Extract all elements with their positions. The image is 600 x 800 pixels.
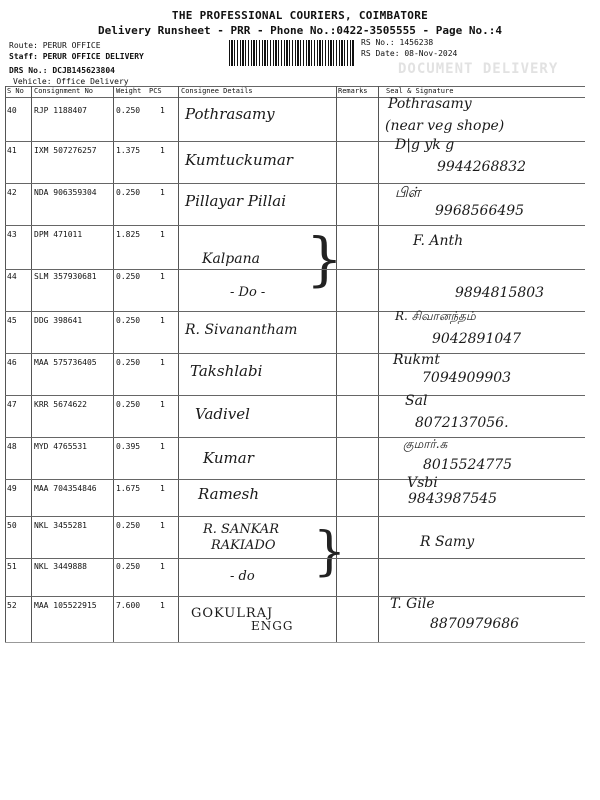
row-signature: பிள் (395, 185, 421, 201)
row-consignment-no: MYD 4765531 (34, 442, 87, 451)
row-pcs: 1 (160, 358, 165, 367)
header-bottom-border (5, 97, 585, 98)
row-phone: 9944268832 (437, 159, 527, 175)
row-consignee-name: Kumar (203, 449, 254, 467)
row-phone: 8015524775 (423, 457, 513, 473)
table-row (5, 269, 585, 311)
column-header-seal-signature: Seal & Signature (386, 87, 454, 95)
row-phone: 9042891047 (432, 331, 522, 347)
row-consignment-no: MAA 105522915 (34, 601, 97, 610)
row-weight: 0.250 (116, 316, 141, 325)
row-signature: குமார்.க (403, 437, 448, 451)
row-phone: 8870979686 (430, 616, 520, 632)
row-pcs: 1 (160, 188, 165, 197)
row-signature: F. Anth (413, 233, 464, 249)
row-signature: R. சிவானந்தம் (395, 309, 476, 323)
drs-number: DRS No.: DCJB145623804 (9, 66, 115, 75)
table-row (5, 352, 585, 395)
table-row (5, 185, 585, 225)
company-title: THE PROFESSIONAL COURIERS, COIMBATORE (171, 9, 429, 22)
row-divider (5, 395, 585, 396)
row-pcs: 1 (160, 106, 165, 115)
row-signature: D|g yk g (395, 137, 455, 153)
row-signature: Rukmt (393, 352, 440, 368)
row-pcs: 1 (160, 601, 165, 610)
row-consignee-name: R. SANKAR (203, 522, 280, 537)
row-divider (5, 437, 585, 438)
row-pcs: 1 (160, 562, 165, 571)
row-consignee-name: Pothrasamy (185, 105, 275, 123)
table-row (5, 96, 585, 143)
row-pcs: 1 (160, 442, 165, 451)
row-divider (5, 479, 585, 480)
row-consignee-name: R. Sivanantham (185, 322, 298, 338)
row-consignee-name-line2: RAKIADO (211, 538, 276, 553)
column-header-consignee: Consignee Details (181, 87, 253, 95)
row-consignment-no: NKL 3449888 (34, 562, 87, 571)
row-sno: 47 (7, 400, 17, 409)
table-row (5, 393, 585, 437)
row-signature: T. Gile (390, 596, 435, 612)
row-sno: 40 (7, 106, 17, 115)
row-weight: 0.250 (116, 521, 141, 530)
rs-date: RS Date: 08-Nov-2024 (361, 49, 458, 58)
row-weight: 0.250 (116, 562, 141, 571)
table-row (5, 559, 585, 597)
column-header-weight: Weight (116, 87, 142, 95)
rs-number: RS No.: 1456238 (361, 38, 434, 47)
row-phone: 9894815803 (455, 285, 545, 301)
row-consignment-no: MAA 575736405 (34, 358, 97, 367)
table-row (5, 598, 585, 642)
row-sno: 50 (7, 521, 17, 530)
row-consignment-no: DPM 471011 (34, 230, 83, 239)
row-signature: Pothrasamy (388, 96, 472, 112)
barcode (229, 40, 354, 66)
row-sno: 49 (7, 484, 17, 493)
row-sno: 51 (7, 562, 17, 571)
row-weight: 1.675 (116, 484, 141, 493)
row-consignee-name: Kumtuckumar (185, 151, 293, 169)
row-weight: 0.250 (116, 272, 141, 281)
row-weight: 0.395 (116, 442, 141, 451)
table-row (5, 137, 585, 183)
runsheet-table (5, 86, 585, 643)
column-header-sno: S No (7, 87, 24, 95)
row-sno: 41 (7, 146, 17, 155)
column-header-pcs: PCS (149, 87, 162, 95)
watermark-stamp: DOCUMENT DELIVERY (398, 61, 559, 77)
row-weight: 1.825 (116, 230, 141, 239)
row-sno: 44 (7, 272, 17, 281)
row-sno: 45 (7, 316, 17, 325)
row-consignment-no: IXM 507276257 (34, 146, 97, 155)
row-phone: 9843987545 (408, 491, 498, 507)
row-pcs: 1 (160, 316, 165, 325)
table-row (5, 475, 585, 521)
row-consignment-no: RJP 1188407 (34, 106, 87, 115)
row-divider (5, 225, 585, 226)
row-sno: 46 (7, 358, 17, 367)
row-signature: Sal (405, 393, 428, 409)
group-brace: } (313, 522, 347, 582)
row-weight: 1.375 (116, 146, 141, 155)
row-consignment-no: KRR 5674622 (34, 400, 87, 409)
row-divider (5, 596, 585, 597)
row-sno: 42 (7, 188, 17, 197)
row-weight: 0.250 (116, 400, 141, 409)
table-bottom-border (5, 642, 585, 643)
row-phone: R Samy (420, 534, 475, 550)
row-consignment-no: NKL 3455281 (34, 521, 87, 530)
row-consignee-name: Vadivel (195, 405, 250, 423)
row-consignee-name-line2: ENGG (251, 619, 294, 633)
row-weight: 0.250 (116, 106, 141, 115)
column-header-consignment: Consignment No (34, 87, 94, 95)
row-consignee-name: Takshlabi (190, 362, 263, 380)
row-consignment-no: DDG 398641 (34, 316, 83, 325)
row-signature: Vsbi (407, 475, 438, 491)
row-consignee-name: Ramesh (198, 485, 260, 503)
row-consignment-no: NDA 906359304 (34, 188, 97, 197)
table-row (5, 309, 585, 353)
vehicle-label: Vehicle: Office Delivery (13, 77, 129, 86)
group-brace: } (306, 225, 343, 293)
row-weight: 7.600 (116, 601, 141, 610)
row-consignee-name: Kalpana (202, 251, 260, 267)
row-divider (5, 141, 585, 142)
row-pcs: 1 (160, 272, 165, 281)
row-sno: 43 (7, 230, 17, 239)
row-weight: 0.250 (116, 188, 141, 197)
row-divider (5, 353, 585, 354)
column-header-remarks: Remarks (338, 87, 368, 95)
row-divider (5, 516, 585, 517)
row-consignment-no: SLM 357930681 (34, 272, 97, 281)
row-pcs: 1 (160, 146, 165, 155)
row-phone: 9968566495 (435, 203, 525, 219)
runsheet-title: Delivery Runsheet - PRR - Phone No.:0422-3505555 - Page No.:4 (98, 24, 502, 37)
table-row (5, 439, 585, 479)
row-consignee-name: - do (230, 569, 255, 584)
row-consignee-name: GOKULRAJ (191, 606, 274, 621)
row-weight: 0.250 (116, 358, 141, 367)
row-consignee-name: Pillayar Pillai (185, 192, 287, 210)
row-pcs: 1 (160, 521, 165, 530)
row-consignee-name: - Do - (230, 285, 266, 300)
row-phone: (near veg shope) (385, 118, 505, 134)
row-divider (5, 183, 585, 184)
row-divider (5, 311, 585, 312)
row-pcs: 1 (160, 484, 165, 493)
row-consignment-no: MAA 704354846 (34, 484, 97, 493)
row-pcs: 1 (160, 230, 165, 239)
route-label: Route: PERUR OFFICE (9, 41, 101, 50)
row-pcs: 1 (160, 400, 165, 409)
row-sno: 52 (7, 601, 17, 610)
staff-label: Staff: PERUR OFFICE DELIVERY (9, 52, 144, 61)
row-sno: 48 (7, 442, 17, 451)
row-phone: 8072137056. (415, 415, 509, 431)
row-phone: 7094909903 (422, 370, 512, 386)
